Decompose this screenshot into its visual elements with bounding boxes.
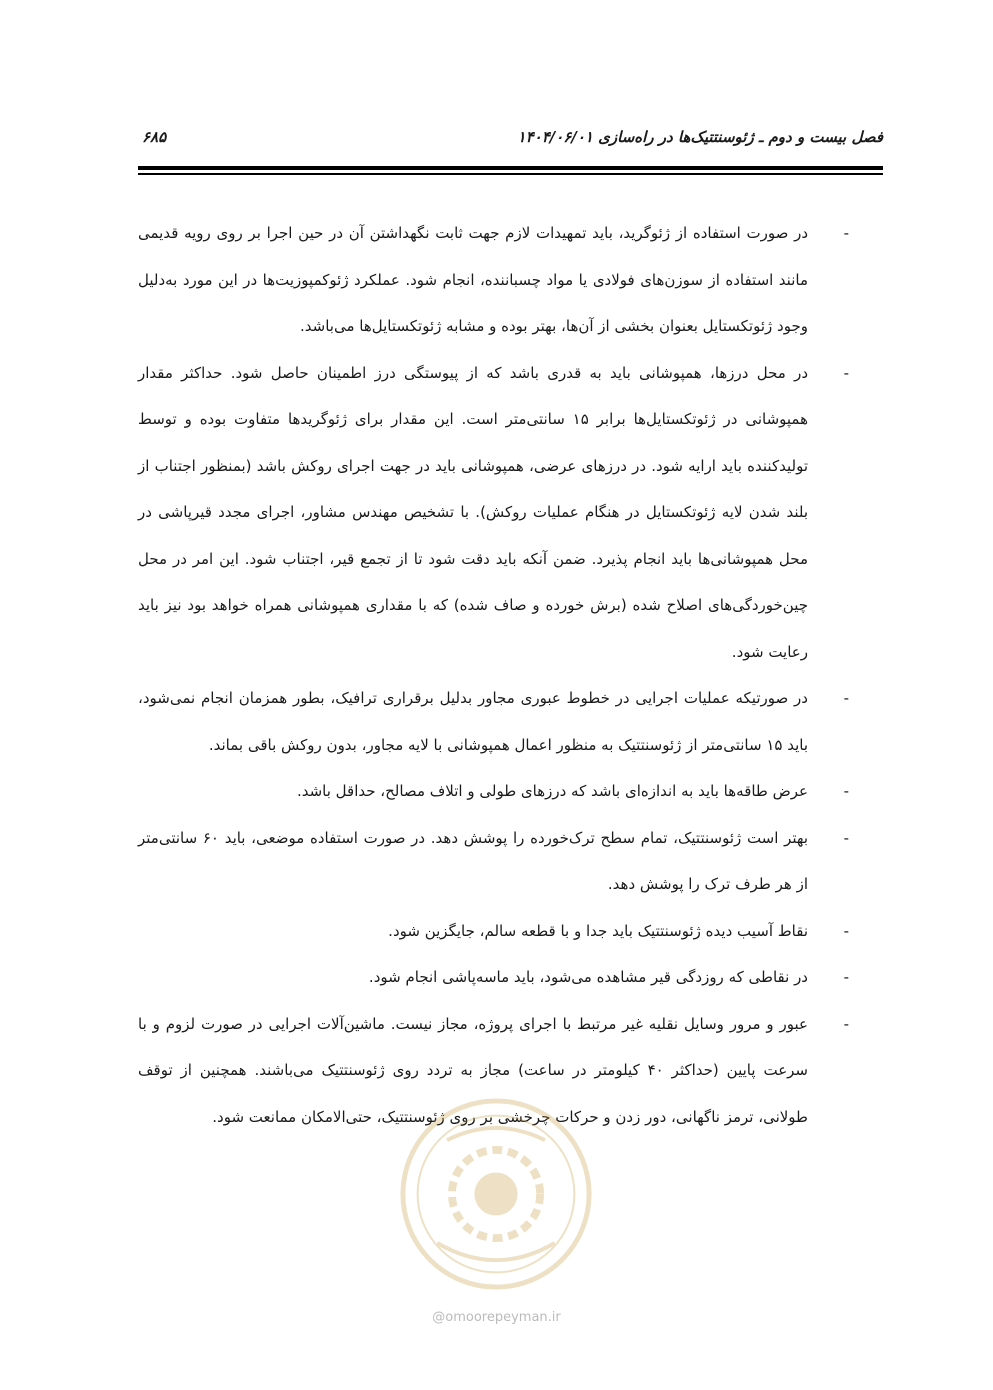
bullet-text: در نقاطی که روزدگی قیر مشاهده می‌شود، باید ماسه‌پاشی انجام شود. bbox=[368, 968, 808, 986]
bullet-text: نقاط آسیب دیده ژئوسنتتیک باید جدا و با قطعه سالم، جایگزین شود. bbox=[388, 921, 808, 940]
header-rule-thick bbox=[138, 166, 883, 170]
body-content bbox=[138, 210, 883, 1140]
bullet-marker: - bbox=[843, 968, 849, 986]
bullet-text: در محل درزها، همپوشانی باید به قدری باشد که از پیوستگی درز اطمینان حاصل شود. حداکثر مقدار همپوشانی در ژئوتکستایل‌ها برابر ۱۵ سانتی‌متر است. این مقدار برای ژئوگریدها متفاوت بوده و توسط تولیدکننده باید ارایه شود. در درزهای عرضی، همپوشانی باید در جهت اجرای روکش باشد (بمنظور اجتناب از بلند شدن لایه ژئوتکستایل در هنگام عملیات روکش). با تشخیص مهندس مشاور، اجرای مجدد قیرپاشی در محل همپوشانی‌ها باید انجام پذیرد. ضمن آنکه باید دقت شود تا از تجمع قیر، اجتناب شود. این امر در محل چین‌خوردگی‌های اصلاح شده (برش خورده و صاف شده) که با مقداری همپوشانی همراه خواهد بود نیز باید رعایت شود. bbox=[138, 363, 808, 661]
bullet-marker: - bbox=[843, 1014, 849, 1033]
bullet-marker: - bbox=[843, 224, 849, 242]
bullet-item bbox=[138, 954, 883, 1001]
bullet-item bbox=[138, 1001, 883, 1141]
bullet-item bbox=[138, 815, 883, 908]
bullet-item bbox=[138, 675, 883, 768]
bullet-text: عرض طاقه‌ها باید به اندازه‌ای باشد که درزهای طولی و اتلاف مصالح، حداقل باشد. bbox=[296, 782, 808, 800]
bullet-item bbox=[138, 768, 883, 815]
page-header bbox=[138, 128, 883, 162]
page-number: ۶۸۵ bbox=[142, 128, 167, 146]
bullet-marker: - bbox=[843, 782, 849, 800]
chapter-title: فصل بیست و دوم ـ ژئوسنتتیک‌ها در راه‌سازی ۱۴۰۴/۰۶/۰۱ bbox=[517, 128, 883, 146]
bullet-item bbox=[138, 350, 883, 676]
bullet-item bbox=[138, 908, 883, 955]
bullet-marker: - bbox=[843, 828, 849, 847]
bullet-text: بهتر است ژئوسنتتیک، تمام سطح ترک‌خورده را پوشش دهد. در صورت استفاده موضعی، باید ۶۰ سانتی‌متر از هر طرف ترک را پوشش دهد. bbox=[138, 828, 808, 893]
bullet-marker: - bbox=[843, 921, 849, 940]
bullet-marker: - bbox=[843, 363, 849, 382]
bullet-text: در صورتیکه عملیات اجرایی در خطوط عبوری مجاور بدلیل برقراری ترافیک، بطور همزمان انجام نمی‌شود، باید ۱۵ سانتی‌متر از ژئوسنتتیک به منظور اعمال همپوشانی با لایه مجاور، بدون روکش باقی بماند. bbox=[138, 689, 808, 754]
bullet-item bbox=[138, 210, 883, 350]
bullet-marker: - bbox=[843, 689, 849, 707]
header-rule-thin bbox=[138, 173, 883, 175]
bullet-text: عبور و مرور وسایل نقلیه غیر مرتبط با اجرای پروژه، مجاز نیست. ماشین‌آلات اجرایی در صورت لزوم و با سرعت پایین (حداکثر ۴۰ کیلومتر در ساعت) مجاز به تردد روی ژئوسنتتیک می‌باشند. همچنین از توقف طولانی، ترمز ناگهانی، دور زدن و حرکات چرخشی بر روی ژئوسنتتیک، حتی‌الامکان ممانعت شود. bbox=[138, 1014, 808, 1126]
watermark-site-url: @omoorepeyman.ir bbox=[432, 1310, 561, 1325]
bullet-text: در صورت استفاده از ژئوگرید، باید تمهیدات لازم جهت ثابت نگهداشتن آن در حین اجرا بر روی رویه قدیمی مانند استفاده از سوزن‌های فولادی یا مواد چسباننده، انجام شود. عملکرد ژئوکمپوزیت‌ها در این مورد به‌دلیل وجود ژئوتکستایل بعنوان بخشی از آن‌ها، بهتر بوده و مشابه ژئوتکستایل‌ها می‌باشد. bbox=[138, 224, 808, 335]
